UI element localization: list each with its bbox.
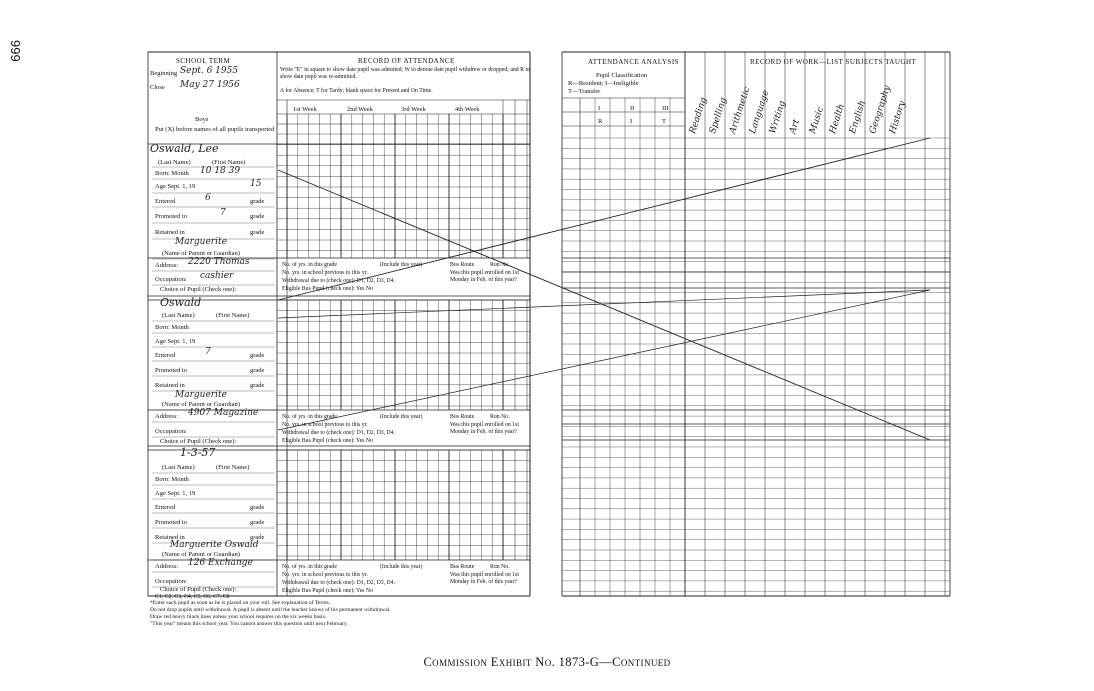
pupil2-incl-year: (Include this year) bbox=[380, 414, 423, 420]
pupil3-first-name-label: (First Name) bbox=[216, 464, 250, 471]
pupil3-yrs-grade: No. of yrs. in this grade bbox=[282, 564, 337, 570]
pupil1-withdrawal: Withdrawal due to (check one): D1, D2, D3, D4. bbox=[282, 278, 396, 284]
subject-header: Art bbox=[788, 118, 802, 136]
pupil1-enrolled-q: Was this pupil enrolled on 1st Monday in Feb. of this year? bbox=[450, 270, 519, 283]
pupil1-age: 15 bbox=[250, 179, 262, 189]
sub-t: T bbox=[662, 118, 666, 125]
subject-header: English bbox=[848, 99, 869, 136]
pupil2-entered: 7 bbox=[205, 347, 211, 357]
pupil3-age-label: Age Sept. 1, 19 bbox=[155, 490, 196, 497]
subject-header: History bbox=[888, 99, 908, 136]
pupil2-age-label: Age Sept. 1, 19 bbox=[155, 338, 196, 345]
record-title: RECORD OF ATTENDANCE bbox=[358, 57, 455, 65]
pupil3-withdrawal: Withdrawal due to (check one): D1, D2, D3, D4. bbox=[282, 580, 396, 586]
subject-header: Writing bbox=[768, 99, 789, 136]
footnote-4: "This year" means this school year. You cannot answer this question until next February. bbox=[150, 621, 348, 627]
close-label: Close bbox=[150, 84, 165, 91]
pupil3-occupation-label: Occupation: bbox=[155, 578, 187, 585]
record-work-title: RECORD OF WORK—LIST SUBJECTS TAUGHT bbox=[750, 58, 917, 66]
begin-date: Sept. 6 1955 bbox=[180, 66, 239, 76]
subject-header: Spelling bbox=[708, 96, 730, 136]
pupil1-eligible: Eligible Bus Pupil (check one): Yes No bbox=[282, 286, 373, 292]
footnote-3: Draw red heavy black lines unless your school requires on the six weeks basis. bbox=[150, 614, 327, 620]
pupil2-grade-2: grade bbox=[250, 367, 265, 374]
cross-line-3 bbox=[278, 290, 930, 318]
subject-header: Music bbox=[808, 105, 827, 136]
pupil1-born-label: Born: Month bbox=[155, 170, 189, 177]
pupil1-promoted-label: Promoted to bbox=[155, 213, 187, 220]
col-iii: III bbox=[662, 105, 669, 112]
pupil2-grade-3: grade bbox=[250, 382, 265, 389]
pupil3-promoted-label: Promoted to bbox=[155, 519, 187, 526]
footnote-2: Do not drop pupils until withdrawal. A pupil is absent until the teacher knows of his permanent withdrawal. bbox=[150, 607, 391, 613]
class-t-label: T—Transfer bbox=[568, 88, 601, 95]
week-4-label: 4th Week bbox=[455, 106, 480, 113]
pupil2-yrs-school: No. yrs. in school previous to this yr. bbox=[282, 422, 368, 428]
subject-header: Reading bbox=[688, 96, 710, 136]
pupil1-run-no: Run No. bbox=[490, 262, 510, 268]
pupil1-occupation: cashier bbox=[200, 271, 234, 281]
pupil1-entered: 6 bbox=[205, 193, 211, 203]
pupil1-retained-label: Retained in bbox=[155, 229, 185, 236]
pupil1-grade-3: grade bbox=[250, 229, 265, 236]
pupil3-last-name-label: (Last Name) bbox=[162, 464, 195, 471]
pupil2-eligible: Eligible Bus Pupil (check one): Yes No bbox=[282, 438, 373, 444]
pupil1-grade-1: grade bbox=[250, 198, 265, 205]
subject-header: Arithmetic bbox=[728, 85, 753, 136]
subject-header: Geography bbox=[868, 84, 893, 136]
pupil1-choice-label: Choice of Pupil (Check one): bbox=[160, 286, 237, 293]
pupil2-choice-label: Choice of Pupil (Check one): bbox=[160, 438, 237, 445]
pupil3-date: 1-3-57 bbox=[180, 446, 216, 459]
pupil3-grade-1: grade bbox=[250, 504, 265, 511]
pupil2-grade-1: grade bbox=[250, 352, 265, 359]
sub-r: R bbox=[598, 118, 603, 125]
pupil1-bus-route: Bus Route bbox=[450, 262, 475, 268]
pupil1-born: 10 18 39 bbox=[200, 166, 241, 176]
pupil2-run-no: Run No. bbox=[490, 414, 510, 420]
week-3-label: 3rd Week bbox=[401, 106, 426, 113]
pupil2-parent: Marguerite bbox=[175, 390, 227, 400]
beginning-label: Beginning bbox=[150, 70, 178, 77]
pupil1-age-label: Age Sept. 1, 19 bbox=[155, 183, 196, 190]
subject-header: Language bbox=[748, 89, 772, 136]
week-2-label: 2nd Week bbox=[347, 106, 373, 113]
pupil2-retained-label: Retained in bbox=[155, 382, 185, 389]
pupil1-address: 2220 Thomas bbox=[188, 257, 250, 267]
pupil3-run-no: Run No. bbox=[490, 564, 510, 570]
analysis-title: ATTENDANCE ANALYSIS bbox=[588, 58, 680, 66]
pupil3-born-label: Born: Month bbox=[155, 476, 189, 483]
pupil2-address-label: Address: bbox=[155, 413, 179, 420]
record-instr-2: A for Absence; T for Tardy; blank space for Present and On Time. bbox=[280, 88, 433, 94]
pupil1-name: Oswald, Lee bbox=[150, 142, 219, 155]
pupil1-yrs-grade: No. of yrs. in this grade bbox=[282, 262, 337, 268]
pupil1-address-label: Address: bbox=[155, 262, 179, 269]
col-ii: II bbox=[630, 105, 635, 112]
pupil3-entered-label: Entered bbox=[155, 504, 176, 511]
week-1-label: 1st Week bbox=[293, 106, 317, 113]
pupil1-parent-label: (Name of Parent or Guardian) bbox=[162, 250, 240, 257]
pupil2-enrolled-q: Was this pupil enrolled on 1st Monday in Feb. of this year? bbox=[450, 422, 519, 435]
close-date: May 27 1956 bbox=[180, 80, 240, 90]
pupil3-codes: C1, C2, C3, C4, C5, C6, C7, C8 bbox=[155, 594, 230, 600]
pupil3-parent: Marguerite Oswald bbox=[170, 540, 259, 550]
pupil2-parent-label: (Name of Parent or Guardian) bbox=[162, 401, 240, 408]
col-i: I bbox=[598, 105, 601, 112]
exhibit-caption: Commission Exhibit No. 1873-G—Continued bbox=[423, 655, 671, 669]
pupil2-occupation-label: Occupation: bbox=[155, 428, 187, 435]
class-r-label: R—Resident; I—Ineligible bbox=[568, 80, 639, 87]
pupil2-yrs-grade: No. of yrs. in this grade bbox=[282, 414, 337, 420]
pupil1-entered-label: Entered bbox=[155, 198, 176, 205]
record-instr-1: Write "E" in square to show date pupil was admitted; W to denote date pupil withdrew or dropped; and R to show date pupil was re-admitted. bbox=[280, 67, 530, 80]
pupil2-bus-route: Bus Route bbox=[450, 414, 475, 420]
pupil2-first-name-label: (First Name) bbox=[216, 312, 250, 319]
pupil3-enrolled-q: Was this pupil enrolled on 1st Monday in Feb. of this year? bbox=[450, 572, 519, 585]
boys-label: Boys bbox=[195, 116, 209, 123]
pupil2-withdrawal: Withdrawal due to (check one): D1, D2, D3, D4. bbox=[282, 430, 396, 436]
pupil3-address-label: Address: bbox=[155, 563, 179, 570]
cross-line-1 bbox=[278, 170, 930, 440]
pupil3-yrs-school: No. yrs. in school previous to this yr. bbox=[282, 572, 368, 578]
pupil3-eligible: Eligible Bus Pupil (check one): Yes No bbox=[282, 588, 373, 594]
pupil3-grade-2: grade bbox=[250, 519, 265, 526]
pupil3-bus-route: Bus Route bbox=[450, 564, 475, 570]
pupil3-incl-year: (Include this year) bbox=[380, 564, 423, 570]
pupil1-grade-2: grade bbox=[250, 213, 265, 220]
pupil2-address: 4907 Magazine bbox=[188, 408, 259, 418]
pupil1-incl-year: (Include this year) bbox=[380, 262, 423, 268]
pupil1-last-name-label: (Last Name) bbox=[158, 159, 191, 166]
pupil3-address: 126 Exchange bbox=[188, 558, 253, 568]
page-number: 666 bbox=[8, 40, 23, 62]
pupil2-last-name-label: (Last Name) bbox=[162, 312, 195, 319]
pupil2-promoted-label: Promoted to bbox=[155, 367, 187, 374]
pupil1-yrs-school: No. yrs. in school previous to this yr. bbox=[282, 270, 368, 276]
pupil3-retained-label: Retained in bbox=[155, 534, 185, 541]
pupil1-promoted: 7 bbox=[220, 208, 226, 218]
boys-note: Put (X) before names of all pupils transported bbox=[155, 126, 275, 133]
pupil2-born-label: Born: Month bbox=[155, 324, 189, 331]
pupil2-name: Oswald bbox=[160, 296, 202, 309]
pupil3-choice-label: Choice of Pupil (Check one): bbox=[160, 586, 237, 593]
sub-i: I bbox=[630, 118, 633, 125]
pupil2-entered-label: Entered bbox=[155, 352, 176, 359]
pupil3-parent-label: (Name of Parent or Guardian) bbox=[162, 551, 240, 558]
footnote-1: *Enter each pupil as soon as he is placed on your roll. See explanation of Terms. bbox=[150, 600, 331, 606]
pupil-class-label: Pupil Classification bbox=[596, 72, 648, 79]
cross-line-4 bbox=[278, 290, 930, 430]
pupil1-parent: Marguerite bbox=[175, 237, 227, 247]
subject-header: Health bbox=[828, 102, 848, 136]
pupil1-occupation-label: Occupation: bbox=[155, 276, 187, 283]
pupil1-first-name-label: (First Name) bbox=[212, 159, 246, 166]
pupil3-grade-3: grade bbox=[250, 534, 265, 541]
school-term-label: SCHOOL TERM bbox=[176, 57, 231, 65]
